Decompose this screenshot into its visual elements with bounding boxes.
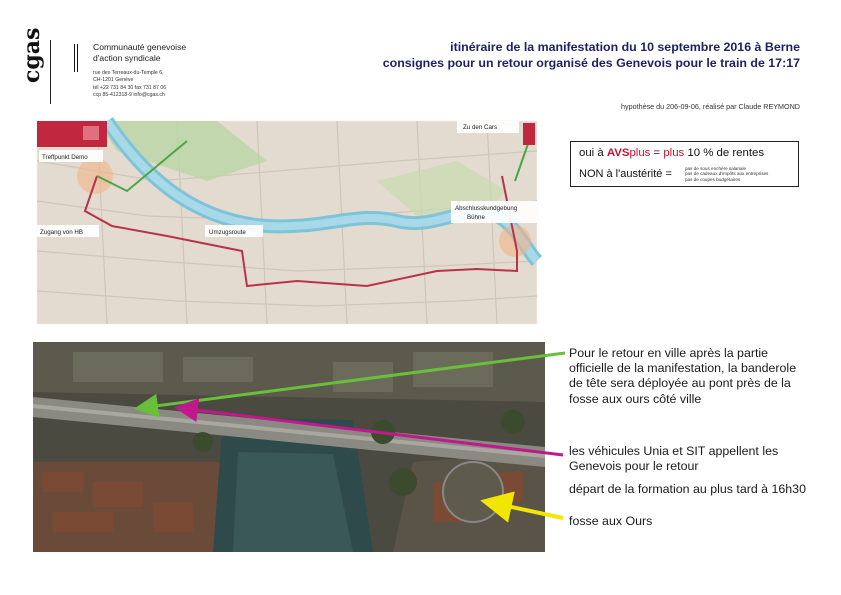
avs-brand-avs: AVS: [606, 147, 630, 159]
hypothesis-note: hypothèse du 206-09-06, réalisé par Claude REYMOND: [621, 102, 800, 111]
note-fosse-aux-ours: fosse aux Ours: [569, 514, 653, 528]
map-label-buehne: Bühne: [467, 214, 485, 221]
avs-brand-plus: plus: [629, 147, 651, 159]
avs-small-3: pas de coupes budgétaires: [685, 176, 741, 182]
avs-eq: =: [650, 147, 664, 159]
organisation-name: [93, 42, 186, 63]
map-label-abschluss: Abschlusskundgebung: [455, 205, 518, 212]
cgas-logo: [19, 27, 84, 106]
title-line-1: itinéraire de la manifestation du 10 septembre 2016 à Berne: [450, 40, 800, 54]
avs-small-list: [685, 166, 768, 182]
aerial-photo: [33, 342, 545, 552]
note-banner: Pour le retour en ville après la partie officielle de la manifestation, la banderole de tête sera déployée au pont près de la fosse aux ours côté ville: [569, 346, 797, 406]
route-map: [37, 121, 537, 324]
avs-small-2: pas de cadeaux d'impôts aux entreprises: [685, 171, 769, 177]
avs-rest: 10 % de rentes: [684, 147, 765, 159]
avs-plus-box: [570, 141, 799, 187]
note-vehicles: les véhicules Unia et SIT appellent les Genevois pour le retour: [569, 444, 779, 474]
avs-line-2: NON à l'austérité =: [579, 168, 672, 180]
org-line-1: Communauté genevoise: [93, 42, 187, 52]
avs-oui: oui à: [579, 147, 607, 159]
map-label-umzugsroute: Umzugsroute: [209, 229, 246, 236]
addr-line-3: tél +22 731 84 30 fax 731 87 06: [93, 84, 167, 91]
addr-line-2: CH-1201 Genève: [93, 77, 134, 84]
addr-line-4: ccp 85-412318-9 info@cgas.ch: [93, 92, 165, 99]
map-label-treffpunkt: Treffpunkt Demo: [42, 154, 88, 161]
org-line-2: d'action syndicale: [93, 52, 161, 63]
avs-line-1: [579, 147, 764, 159]
addr-line-1: rue des Terreaux-du-Temple 6,: [93, 70, 164, 76]
title-line-2: consignes pour un retour organisé des Genevois pour le train de 17:17: [382, 55, 800, 70]
organisation-address: [93, 70, 166, 100]
avs-plus-word: plus: [663, 147, 685, 159]
svg-text:cgas: cgas: [19, 27, 45, 83]
logo-rule: [50, 40, 51, 104]
map-label-cars: Zu den Cars: [463, 124, 498, 131]
note-departure: départ de la formation au plus tard à 16h30: [569, 482, 806, 496]
map-label-zugang: Zugang von HB: [40, 229, 83, 236]
page-title: [280, 40, 800, 72]
avs-small-1: pas de sous enchère salariale: [685, 166, 747, 171]
